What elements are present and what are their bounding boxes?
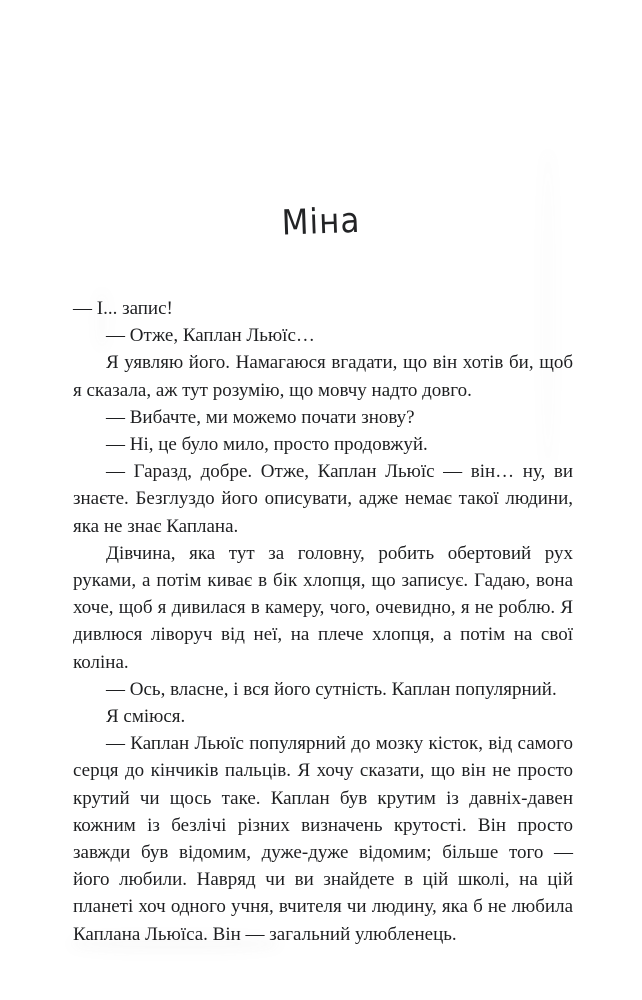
chapter-title: Міна [281,200,361,244]
paragraph: — Ні, це було мило, просто продовжуй. [106,434,428,456]
paragraph: — І... запис! [73,298,173,319]
paragraph: — Отже, Каплан Льюїс… [106,325,315,347]
paragraph: — Ось, власне, і вся його сутність. Каплан популярний. [106,678,557,700]
paragraph: Дівчина, яка тут за головну, робить обертовий рух руками, а потім киває в бік хлопця, що записує. Гадаю, вона хоче, щоб я дивилася в камеру, чого, очевидно, я не роблю. Я дивлюся ліворуч від неї, на плече хлопця, а потім на свої коліна. [73,542,573,673]
paragraph: Я уявляю його. Намагаюся вгадати, що він хотів би, щоб я сказала, аж тут розумію, що мовчу надто довго. [73,352,573,401]
paragraph: Я сміюся. [106,706,186,728]
chapter-body-text [73,295,573,948]
paragraph: — Гаразд, добре. Отже, Каплан Льюїс — він… ну, ви знаєте. Безглуздо його описувати, адже немає такої людини, яка не знає Каплана. [73,461,573,537]
paragraph: — Вибачте, ми можемо почати знову? [106,406,415,428]
paragraph: — Каплан Льюїс популярний до мозку кісток, від самого серця до кінчиків пальців. Я хочу сказати, що він не просто крутий чи щось таке. Каплан був крутим із давніх-давен кожним із безлічі різних визначень крутості. Він просто завжди був відомим, дуже-дуже відомим; більше того — його любили. Навряд чи ви знайдете в цій школі, на цій планеті хоч одного учня, вчителя чи людину, яка б не любила Каплана Льюїса. Він — загальний улюбленець. [73,733,573,945]
